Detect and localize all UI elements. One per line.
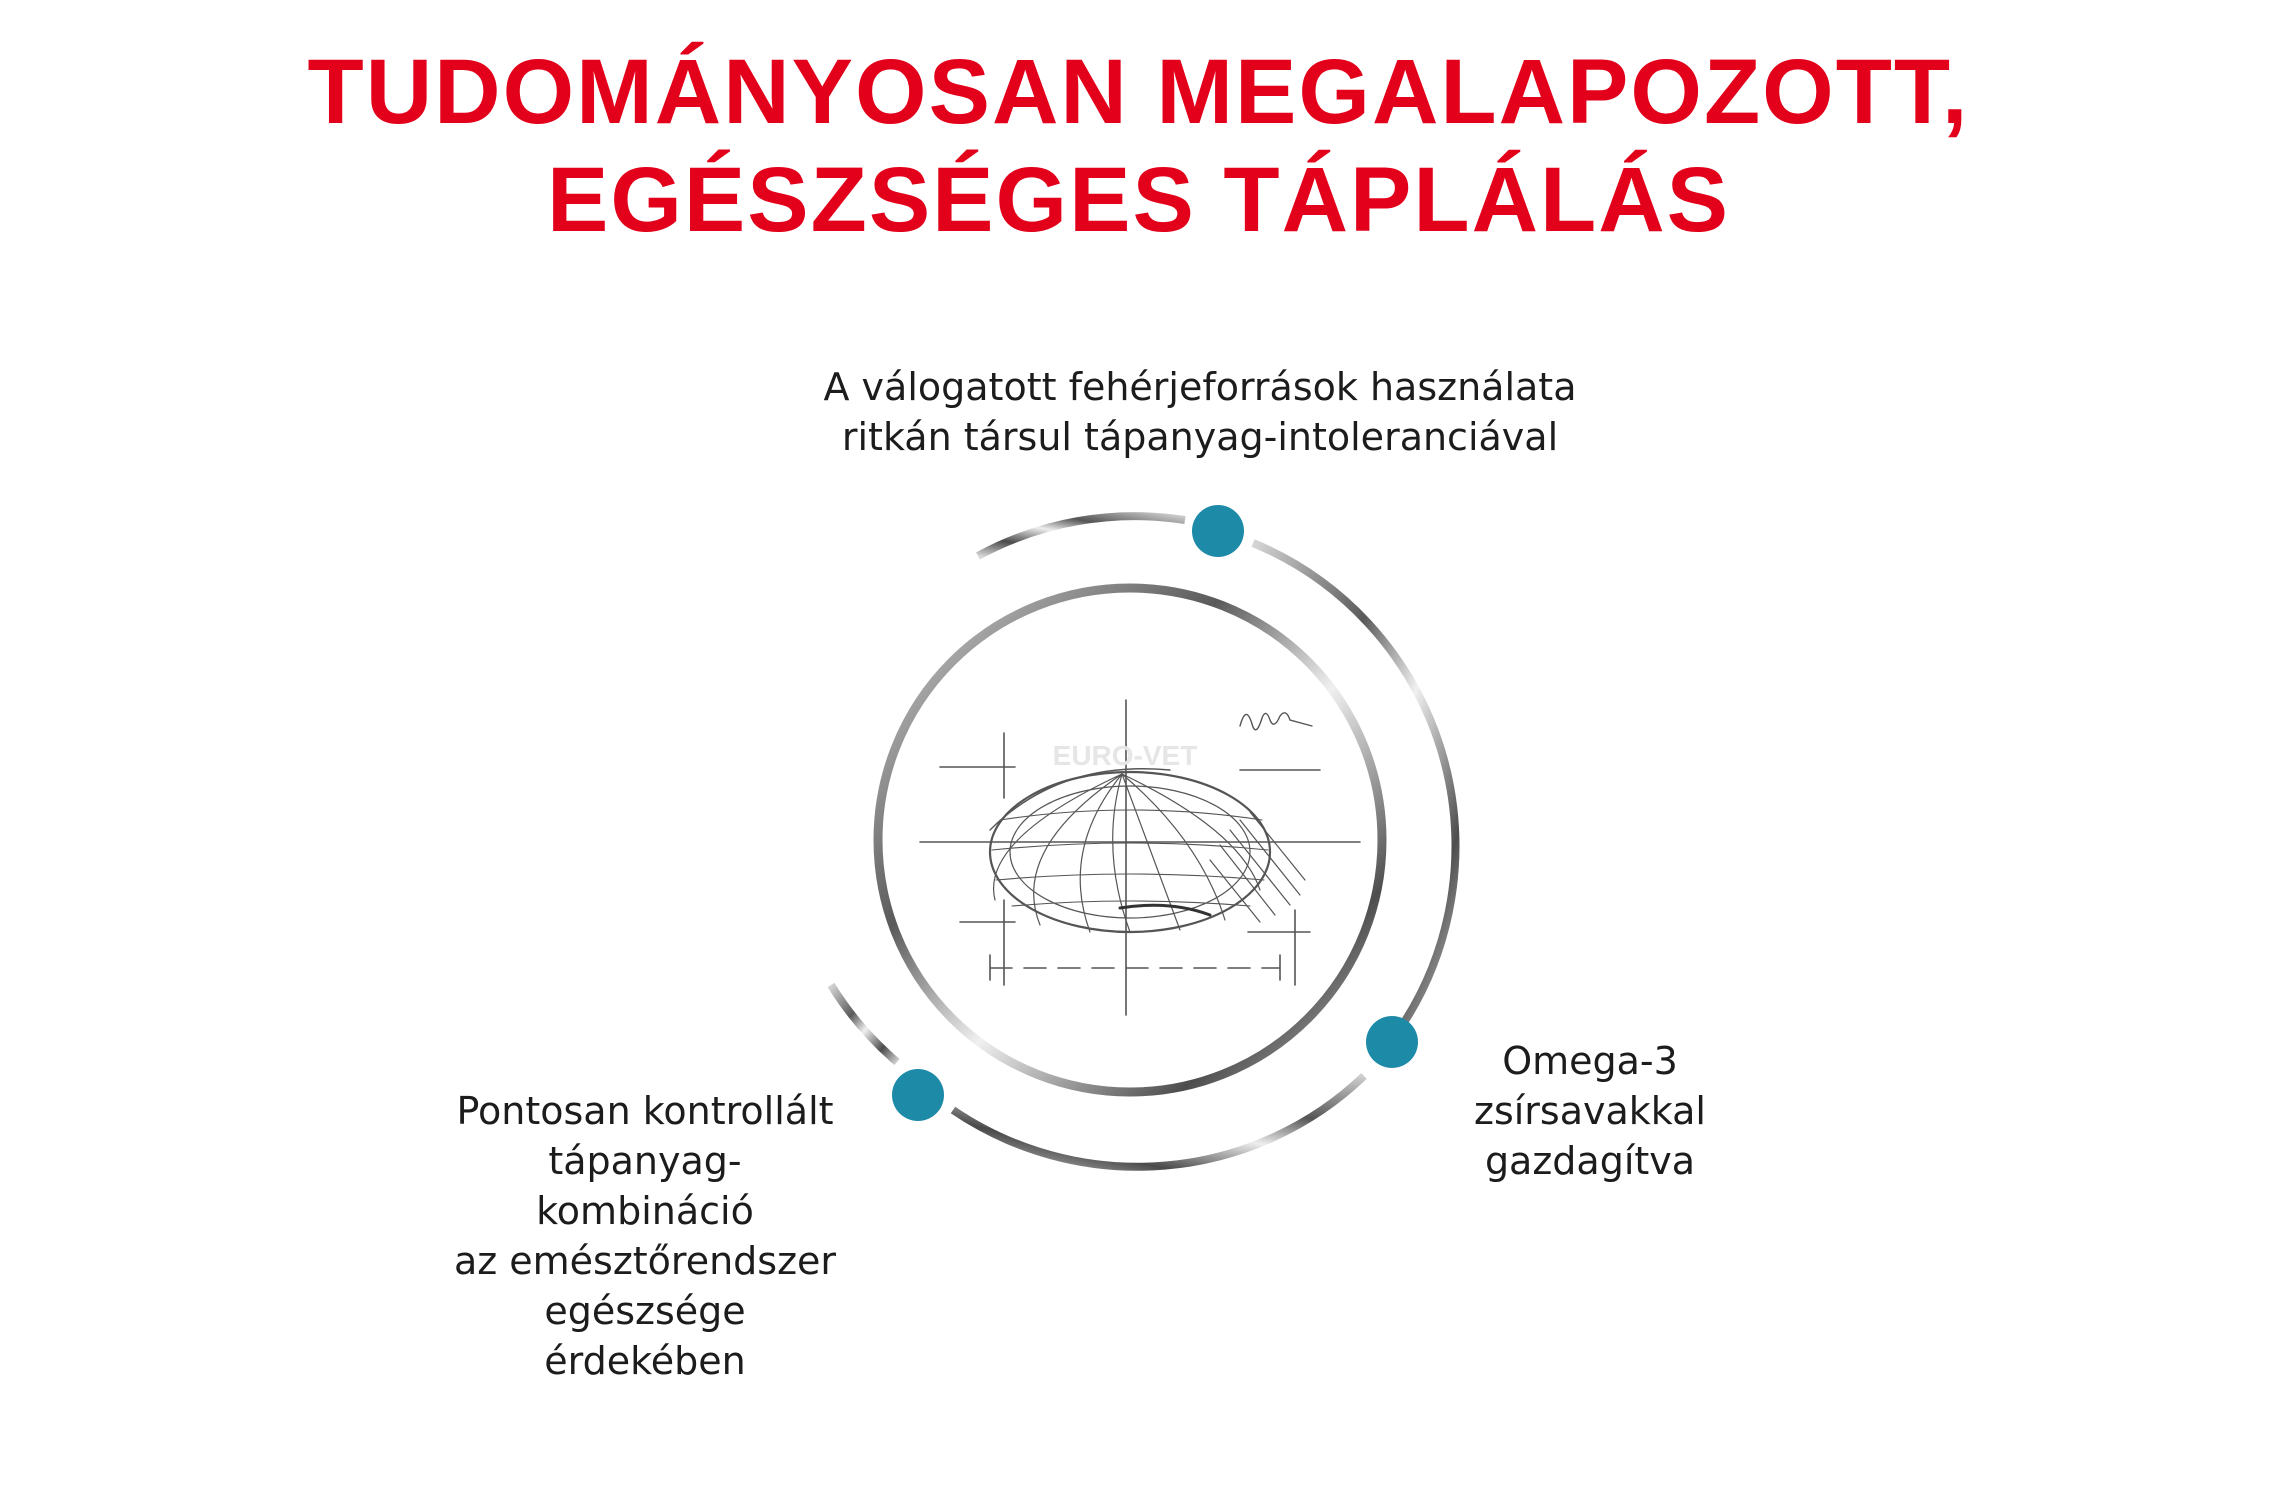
caption-omega3 xyxy=(1390,1036,1790,1186)
caption-left-line-3: kombináció xyxy=(536,1189,754,1233)
caption-right-line-3: gazdagítva xyxy=(1484,1139,1696,1183)
caption-left-line-6: érdekében xyxy=(544,1339,746,1383)
title-line-2: EGÉSZSÉGES TÁPLÁLÁS xyxy=(546,149,1731,251)
dot-top xyxy=(1192,505,1244,557)
caption-left-line-4: az emésztőrendszer xyxy=(453,1239,837,1283)
outer-ring-arc-left xyxy=(831,985,897,1062)
caption-nutrient-combination xyxy=(385,1086,905,1386)
caption-right-line-2: zsírsavakkal xyxy=(1474,1089,1706,1133)
caption-left-line-2: tápanyag- xyxy=(548,1139,742,1183)
caption-top-line-2: ritkán társul tápanyag-intoleranciával xyxy=(841,415,1559,459)
outer-ring-arc-right xyxy=(1253,543,1455,1040)
caption-top-line-1: A válogatott fehérjeforrások használata xyxy=(823,365,1577,409)
caption-protein-sources xyxy=(700,362,1700,462)
title-line-1: TUDOMÁNYOSAN MEGALAPOZOTT, xyxy=(307,41,1970,143)
caption-right-line-1: Omega-3 xyxy=(1502,1039,1678,1083)
watermark: EURO-VET xyxy=(1052,740,1198,771)
caption-left-line-5: egészsége xyxy=(544,1289,746,1333)
outer-ring-arc-top xyxy=(978,516,1185,556)
caption-left-line-1: Pontosan kontrollált xyxy=(456,1089,834,1133)
inner-ring xyxy=(878,588,1382,1092)
